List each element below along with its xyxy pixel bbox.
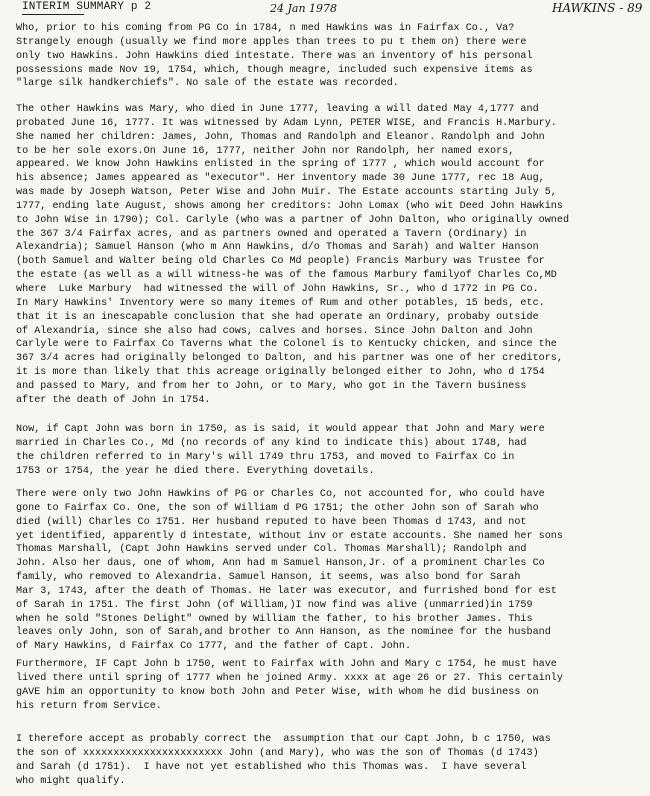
handwritten-date: 24 Jan 1978 [270,2,338,15]
page-header: INTERIM SUMMARY p 2 [22,1,152,13]
text-line: 367 3/4 acres had originally belonged to Dalton, and his partner was one of her creditors, [16,353,563,365]
paragraph-2 [16,103,642,408]
text-line: it is more than likely that this acreage originally belonged either to John, who d 1754 [16,367,545,379]
text-line: 1753 or 1754, the year he died there. Everything dovetails. [16,465,375,477]
text-line: the son of xxxxxxxxxxxxxxxxxxxxxxx John (and Mary), who was the son of Thomas (d 1743) [16,747,539,759]
text-line: the children referred to in Mary's will 1749 thru 1753, and moved to Fairfax Co in [16,451,515,463]
text-line: to be her sole exors.On June 16, 1777, neither John nor Randolph, her named exors, [16,145,515,157]
text-line: to John Wise in 1790); Col. Carlyle (who was a partner of John Dalton, who originally owned [16,214,570,226]
text-line: yet identified, apparently d intestate, without inv or estate accounts. She named her sons [16,530,563,542]
text-line: that it is an inescapable conclusion that she had operate an Ordinary, probaby outside [16,311,539,323]
text-line: and passed to Mary, and from her to John, or to Mary, who got in the Tavern business [16,380,527,392]
text-line: gone to Fairfax Co. One, the son of William d PG 1751; the other John son of Sarah who [16,502,539,514]
handwritten-file-label: HAWKINS - 89 [552,1,643,15]
text-line: where Luke Marbury had witnessed the will of John Hawkins, Sr., who d 1772 in PG Co. [16,283,539,295]
text-line: probated June 16, 1777. It was witnessed by Adam Lynn, PETER WISE, and Francis H.Marbury. [16,117,557,129]
text-line: lived there until spring of 1777 when he joined Army. xxxx at age 26 or 27. This certainly [16,672,563,684]
text-line: (both Samuel and Walter being old Charles Co Md people) Francis Marbury was Trustee for [16,256,545,268]
text-line: appeared. We know John Hawkins enlisted in the spring of 1777 , which would account for [16,159,545,171]
paragraph-5 [16,658,642,713]
text-line: "large silk handkerchiefs". No sale of the estate was recorded. [16,78,399,90]
text-line: Who, prior to his coming from PG Co in 1784, n med Hawkins was in Fairfax Co., Va? [16,23,515,34]
text-line: In Mary Hawkins' Inventory were so many itemes of Rum and other potables, 15 beds, etc. [16,297,545,309]
text-line: Now, if Capt John was born in 1750, as is said, it would appear that John and Mary were [16,424,545,435]
text-line: Thomas Marshall, (Capt John Hawkins served under Col. Thomas Marshall); Randolph and [16,544,527,556]
text-line: Alexandria); Samuel Hanson (who m Ann Hawkins, d/o Thomas and Sarah) and Walter Hanson [16,242,539,254]
text-line: John. Also her daus, one of whom, Ann had m Samuel Hanson,Jr. of a prominent Charles Co [16,558,545,570]
text-line: when he sold "Stones Delight" owned by William the father, to his brother James. This [16,613,533,625]
header-underline [22,14,84,15]
text-line: Furthermore, IF Capt John b 1750, went to Fairfax with John and Mary c 1754, he must have [16,659,557,670]
text-line: his return from Service. [16,700,162,712]
text-line: The other Hawkins was Mary, who died in June 1777, leaving a will dated May 4,1777 and [16,104,539,115]
text-line: gAVE him an opportunity to know both John and Peter Wise, with whom he did business on [16,686,539,698]
text-line: Mar 3, 1743, after the death of Thomas. He later was executor, and furrished bond for est [16,585,557,597]
text-line: She named her children: James, John, Thomas and Randolph and Eleanor. Randolph and John [16,131,545,143]
text-line: and Sarah (d 1751). I have not yet established who this Thomas was. I have several [16,761,527,773]
paragraph-3 [16,423,642,478]
paragraph-1 [16,22,642,91]
text-line: family, who removed to Alexandria. Samuel Hanson, it seems, was also bond for Sarah [16,572,521,584]
text-line: who might qualify. [16,775,126,787]
text-line: was made by Joseph Watson, Peter Wise and John Muir. The Estate accounts starting July 5, [16,187,557,199]
text-line: his absence; James appeared as "executor". Her inventory made 30 June 1777, rec 18 Aug, [16,173,545,185]
text-line: of Mary Hawkins, d Fairfax Co 1777, and the father of Capt. John. [16,641,412,653]
text-line: only two Hawkins. John Hawkins died intestate. There was an inventory of his personal [16,50,533,62]
text-line: Carlyle were to Fairfax Co Taverns what the Colonel is to Kentucky chicken, and since the [16,339,557,351]
text-line: after the death of John in 1754. [16,394,211,406]
text-line: leaves only John, son of Sarah,and brother to Ann Hanson, as the nominee for the husband [16,627,551,639]
text-line: There were only two John Hawkins of PG or Charles Co, not accounted for, who could have [16,489,545,500]
paragraph-4 [16,488,642,654]
text-line: married in Charles Co., Md (no records of any kind to indicate this) about 1748, had [16,437,527,449]
text-line: died (will) Charles Co 1751. Her husband reputed to have been Thomas d 1743, and not [16,516,527,528]
text-line: Strangely enough (usually we find more apples than trees to pu t them on) there were [16,36,527,48]
text-line: of Sarah in 1751. The first John (of William,)I now find was alive (unmarried)in 1759 [16,599,533,611]
text-line: of Alexandria, since she also had cows, calves and horses. Since John Dalton and John [16,325,533,337]
text-line: I therefore accept as probably correct the assumption that our Capt John, b c 1750, was [16,734,551,745]
text-line: possessions made Nov 19, 1754, which, though meagre, included such expensive items as [16,64,533,76]
text-line: the estate (as well as a will witness-he was of the famous Marbury familyof Charles Co,MD [16,270,557,282]
text-line: 1777, ending late August, shows among her creditors: John Lomax (who wit Deed John Hawkins [16,200,563,212]
text-line: the 367 3/4 Fairfax acres, and as partners owned and operated a Tavern (Ordinary) in [16,228,527,240]
paragraph-6 [16,733,642,788]
